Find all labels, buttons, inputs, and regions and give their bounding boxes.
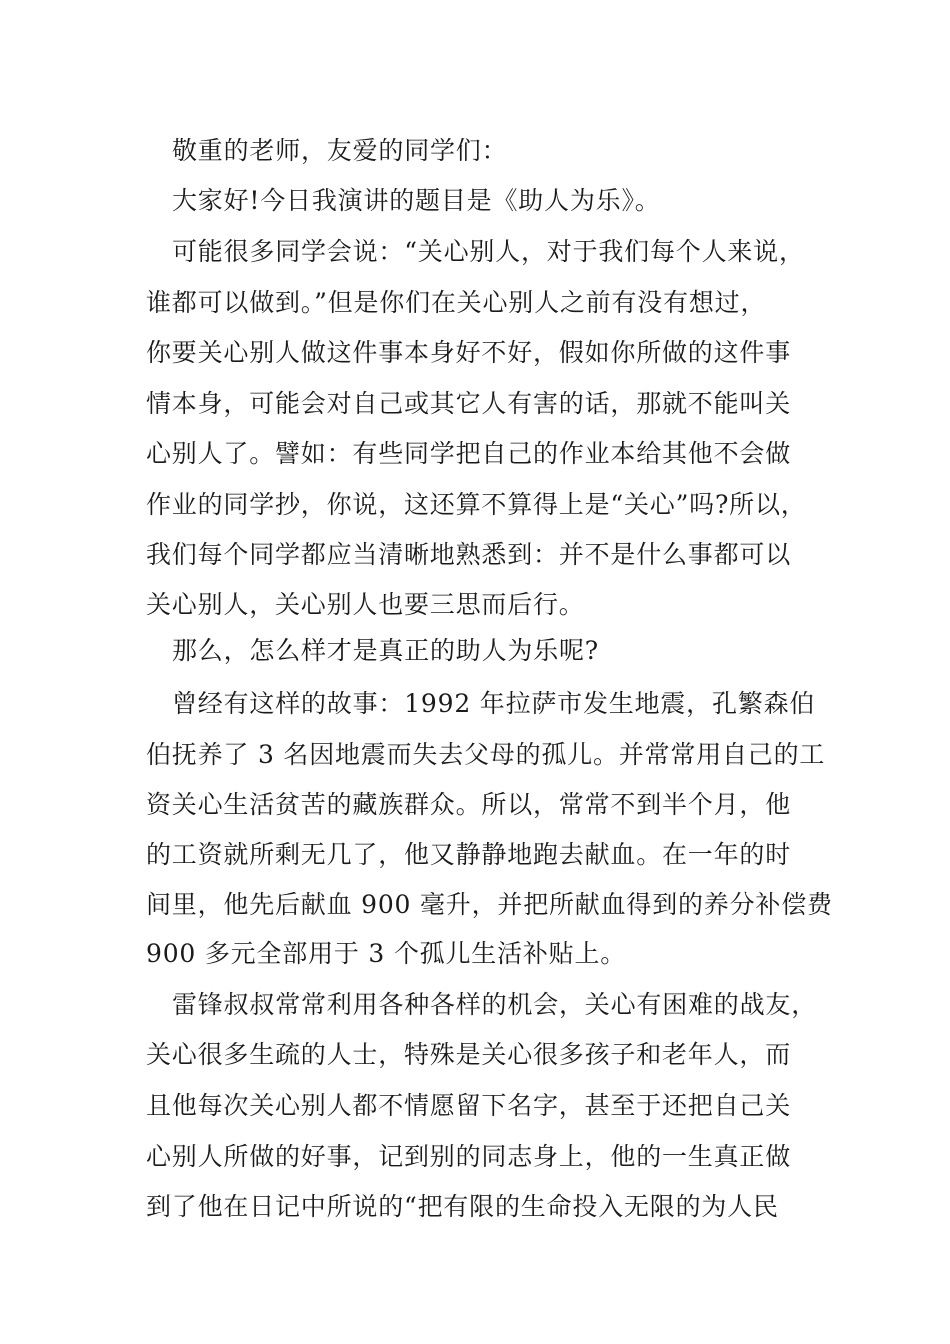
paragraph-line: 我们每个同学都应当清晰地熟悉到：并不是什么事都可以: [146, 540, 792, 569]
paragraph-line: 谁都可以做到。”但是你们在关心别人之前有没有想过，: [146, 288, 767, 317]
paragraph-line: 可能很多同学会说：“关心别人，对于我们每个人来说，: [172, 237, 805, 266]
paragraph-line: 心别人了。譬如：有些同学把自己的作业本给其他不会做: [146, 439, 792, 468]
paragraph-line: 情本身，可能会对自己或其它人有害的话，那就不能叫关: [146, 389, 792, 418]
paragraph-line: 雷锋叔叔常常利用各种各样的机会，关心有困难的战友，: [172, 990, 818, 1019]
paragraph-line: 那么，怎么样才是真正的助人为乐呢?: [172, 636, 600, 665]
paragraph-line: 关心别人，关心别人也要三思而后行。: [146, 590, 585, 619]
paragraph-line: 间里，他先后献血 900 毫升，并把所献血得到的养分补偿费: [146, 890, 833, 919]
paragraph-line: 伯抚养了 3 名因地震而失去父母的孤儿。并常常用自己的工: [146, 740, 826, 769]
paragraph-line: 的工资就所剩无几了，他又静静地跑去献血。在一年的时: [146, 840, 792, 869]
paragraph-line: 作业的同学抄，你说，这还算不算得上是“关心”吗?所以，: [146, 490, 807, 519]
paragraph-line: 900 多元全部用于 3 个孤儿生活补贴上。: [146, 939, 627, 968]
salutation-line: 敬重的老师，友爱的同学们：: [172, 136, 508, 165]
paragraph-line: 关心很多生疏的人士，特殊是关心很多孩子和老年人，而: [146, 1040, 792, 1069]
paragraph-line: 且他每次关心别人都不情愿留下名字，甚至于还把自己关: [146, 1091, 792, 1120]
paragraph-line: 心别人所做的好事，记到别的同志身上，他的一生真正做: [146, 1142, 792, 1171]
paragraph-line: 资关心生活贫苦的藏族群众。所以，常常不到半个月，他: [146, 790, 792, 819]
paragraph-line: 曾经有这样的故事：1992 年拉萨市发生地震，孔繁森伯: [172, 689, 816, 718]
paragraph-line: 到了他在日记中所说的“把有限的生命投入无限的为人民: [146, 1192, 779, 1221]
paragraph-line: 你要关心别人做这件事本身好不好，假如你所做的这件事: [146, 338, 792, 367]
greeting-line: 大家好!今日我演讲的题目是《助人为乐》。: [172, 186, 661, 215]
